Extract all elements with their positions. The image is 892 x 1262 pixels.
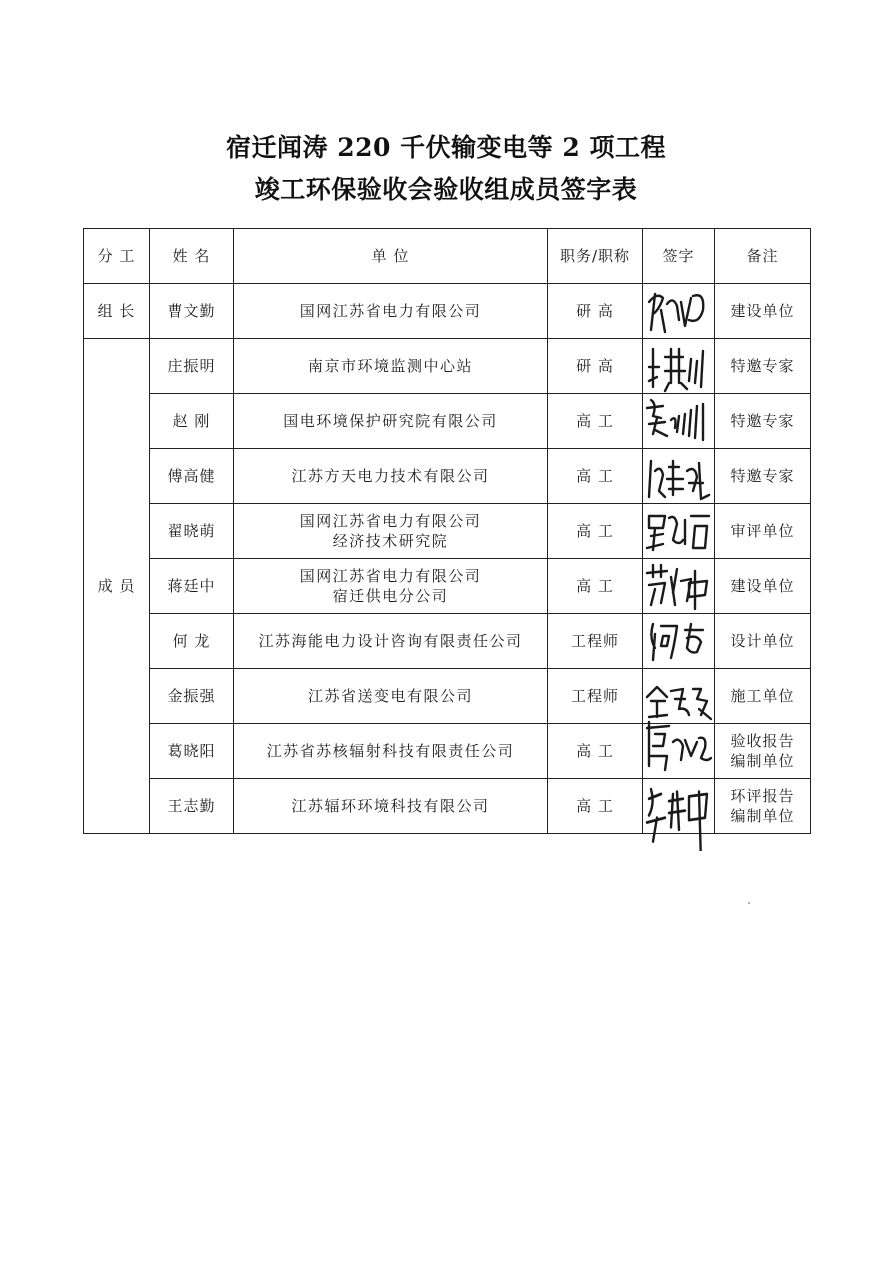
member-note: 施工单位 (715, 669, 811, 724)
member-unit (234, 724, 548, 779)
member-note: 建设单位 (715, 559, 811, 614)
member-name: 赵 刚 (150, 394, 234, 449)
header-name: 姓 名 (150, 229, 234, 284)
table-row (84, 284, 811, 339)
member-title: 高 工 (548, 504, 643, 559)
member-name: 葛晓阳 (150, 724, 234, 779)
member-name: 庄振明 (150, 339, 234, 394)
table-row (84, 724, 811, 779)
note-line-1: 验收报告 (730, 732, 795, 750)
member-unit (234, 779, 548, 834)
unit-line-1: 国电环境保护研究院有限公司 (283, 412, 498, 430)
member-unit (234, 669, 548, 724)
member-note: 特邀专家 (715, 449, 811, 504)
signature-icon (643, 775, 715, 851)
group-leader-label: 组 长 (84, 284, 150, 339)
member-title: 工程师 (548, 669, 643, 724)
signature-cell (643, 559, 715, 614)
unit-line-2: 宿迁供电分公司 (332, 587, 449, 605)
member-name: 何 龙 (150, 614, 234, 669)
unit-line-1: 江苏省苏核辐射科技有限责任公司 (266, 742, 515, 760)
member-note (715, 779, 811, 834)
unit-line-1: 江苏海能电力设计咨询有限责任公司 (258, 632, 523, 650)
signature-cell (643, 724, 715, 779)
member-title: 高 工 (548, 779, 643, 834)
member-name: 曹文勤 (150, 284, 234, 339)
member-title: 研 高 (548, 339, 643, 394)
unit-line-2: 经济技术研究院 (332, 532, 449, 550)
signature-cell (643, 779, 715, 834)
signature-icon (643, 447, 715, 511)
table-row (84, 449, 811, 504)
table-row (84, 669, 811, 724)
signature-cell (643, 669, 715, 724)
unit-line-1: 江苏方天电力技术有限公司 (291, 467, 490, 485)
header-unit: 单 位 (234, 229, 548, 284)
document-title-line-2: 竣工环保验收会验收组成员签字表 (254, 175, 638, 204)
signature-sheet-table (83, 228, 811, 834)
signature-icon (643, 388, 715, 452)
note-line-1: 环评报告 (730, 787, 795, 805)
member-name: 金振强 (150, 669, 234, 724)
unit-line-1: 国网江苏省电力有限公司 (299, 512, 482, 530)
member-note: 特邀专家 (715, 394, 811, 449)
signature-icon (643, 500, 715, 564)
table-row (84, 779, 811, 834)
member-note (715, 724, 811, 779)
member-name: 傅高健 (150, 449, 234, 504)
member-note: 设计单位 (715, 614, 811, 669)
member-title: 工程师 (548, 614, 643, 669)
signature-cell (643, 449, 715, 504)
signature-icon (643, 337, 715, 401)
table-row (84, 614, 811, 669)
unit-line-1: 江苏辐环环境科技有限公司 (291, 797, 490, 815)
table-row (84, 504, 811, 559)
table-row (84, 394, 811, 449)
member-unit (234, 449, 548, 504)
table-row (84, 339, 811, 394)
signature-icon (643, 555, 715, 619)
signature-cell (643, 614, 715, 669)
header-title: 职务/职称 (548, 229, 643, 284)
member-name: 蒋廷中 (150, 559, 234, 614)
member-unit (234, 394, 548, 449)
header-note: 备注 (715, 229, 811, 284)
header-signature: 签字 (643, 229, 715, 284)
signature-icon (643, 608, 715, 672)
member-name: 王志勤 (150, 779, 234, 834)
table-header-row (84, 229, 811, 284)
signature-icon (643, 667, 715, 731)
signature-icon (643, 280, 715, 344)
member-unit (234, 504, 548, 559)
note-line-2: 编制单位 (730, 807, 795, 825)
member-title: 高 工 (548, 724, 643, 779)
member-unit (234, 339, 548, 394)
member-unit (234, 614, 548, 669)
signature-cell (643, 504, 715, 559)
scan-speck (748, 902, 750, 904)
signature-cell (643, 339, 715, 394)
member-title: 高 工 (548, 449, 643, 504)
member-note: 建设单位 (715, 284, 811, 339)
member-note: 特邀专家 (715, 339, 811, 394)
unit-line-1: 国网江苏省电力有限公司 (299, 302, 482, 320)
member-note: 审评单位 (715, 504, 811, 559)
table-row (84, 559, 811, 614)
group-member-label: 成 员 (84, 339, 150, 834)
note-line-2: 编制单位 (730, 752, 795, 770)
member-title: 研 高 (548, 284, 643, 339)
signature-cell (643, 394, 715, 449)
unit-line-1: 南京市环境监测中心站 (307, 357, 473, 375)
header-role: 分 工 (84, 229, 150, 284)
member-unit (234, 559, 548, 614)
member-title: 高 工 (548, 394, 643, 449)
member-title: 高 工 (548, 559, 643, 614)
unit-line-1: 国网江苏省电力有限公司 (299, 567, 482, 585)
member-name: 翟晓萌 (150, 504, 234, 559)
signature-cell (643, 284, 715, 339)
unit-line-1: 江苏省送变电有限公司 (307, 687, 473, 705)
member-unit (234, 284, 548, 339)
document-title-line-1: 宿迁闻涛 220 千伏输变电等 2 项工程 (226, 133, 666, 162)
